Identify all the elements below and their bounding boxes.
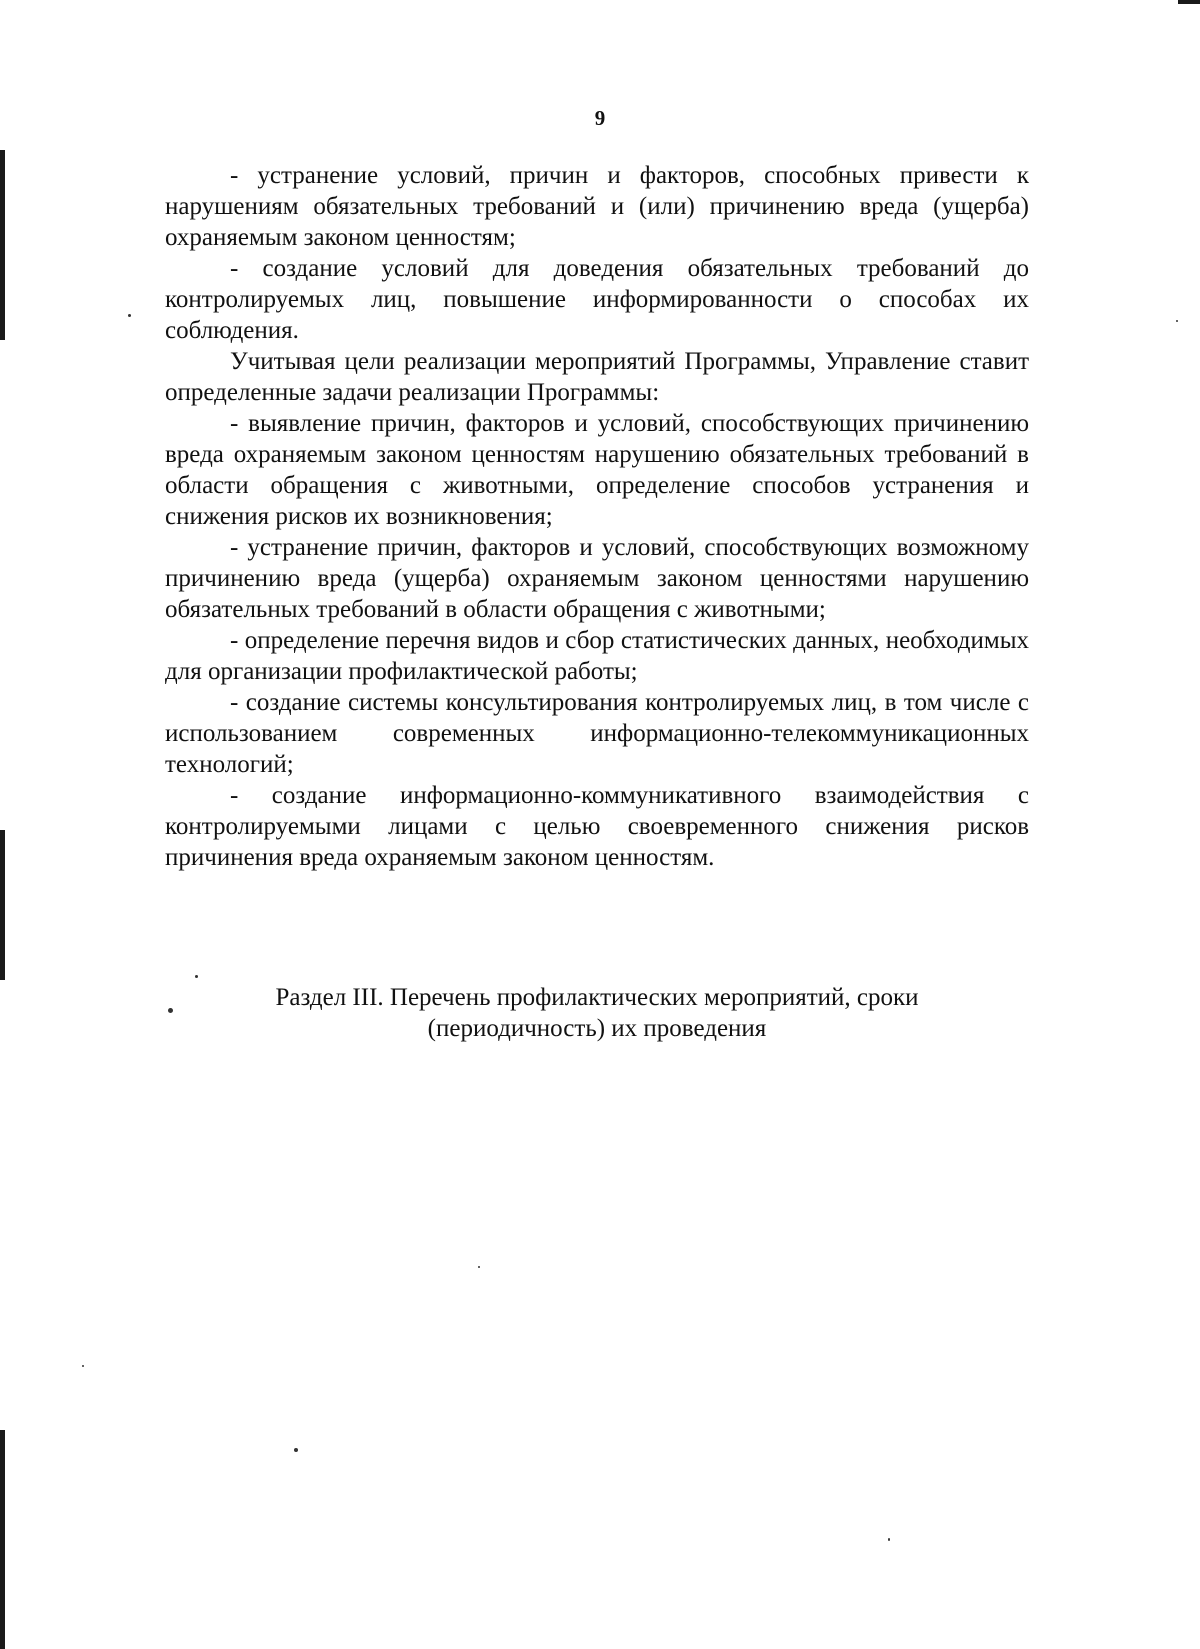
paragraph: - выявление причин, факторов и условий, способствующих причинению вреда охраняемым законом ценностям нарушению обязательных требований в области обращения с животными, определение способов устранения и снижения рисков их возникновения; — [165, 410, 1029, 530]
paragraph: Учитывая цели реализации мероприятий Программы, Управление ставит определенные задачи реализации Программы: — [165, 348, 1029, 406]
scan-corner-mark — [1178, 0, 1200, 4]
scan-speck — [478, 1266, 480, 1268]
scan-speck — [888, 1538, 890, 1541]
scan-edge-mark — [0, 830, 5, 980]
scan-speck — [294, 1448, 298, 1452]
paragraph: - создание системы консультирования контролируемых лиц, в том числе с использованием современных информационно-телекоммуникационных технологий; — [165, 689, 1029, 778]
paragraph: - устранение условий, причин и факторов, способных привести к нарушениям обязательных требований и (или) причинению вреда (ущерба) охраняемым законом ценностям; — [165, 162, 1029, 251]
section-heading-line: Раздел III. Перечень профилактических мероприятий, сроки — [275, 984, 919, 1011]
paragraph: - определение перечня видов и сбор статистических данных, необходимых для организации профилактической работы; — [165, 627, 1029, 685]
page-number: 9 — [594, 106, 606, 130]
section-heading — [165, 982, 1029, 1044]
scan-speck — [1176, 320, 1178, 322]
scan-speck — [195, 975, 198, 978]
scan-speck — [82, 1365, 84, 1367]
body-text — [165, 160, 1029, 873]
scan-edge-mark — [0, 1430, 5, 1649]
section-heading-line: (периодичность) их проведения — [427, 1015, 767, 1042]
paragraph: - устранение причин, факторов и условий, способствующих возможному причинению вреда (ущерба) охраняемым законом ценностями нарушению обязательных требований в области обращения с животными; — [165, 534, 1029, 623]
paragraph: - создание информационно-коммуникативного взаимодействия с контролируемыми лицами с целью своевременного снижения рисков причинения вреда охраняемым законом ценностям. — [165, 782, 1029, 871]
paragraph: - создание условий для доведения обязательных требований до контролируемых лиц, повышение информированности о способах их соблюдения. — [165, 255, 1029, 344]
scan-edge-mark — [0, 150, 5, 340]
scan-speck — [128, 314, 131, 317]
